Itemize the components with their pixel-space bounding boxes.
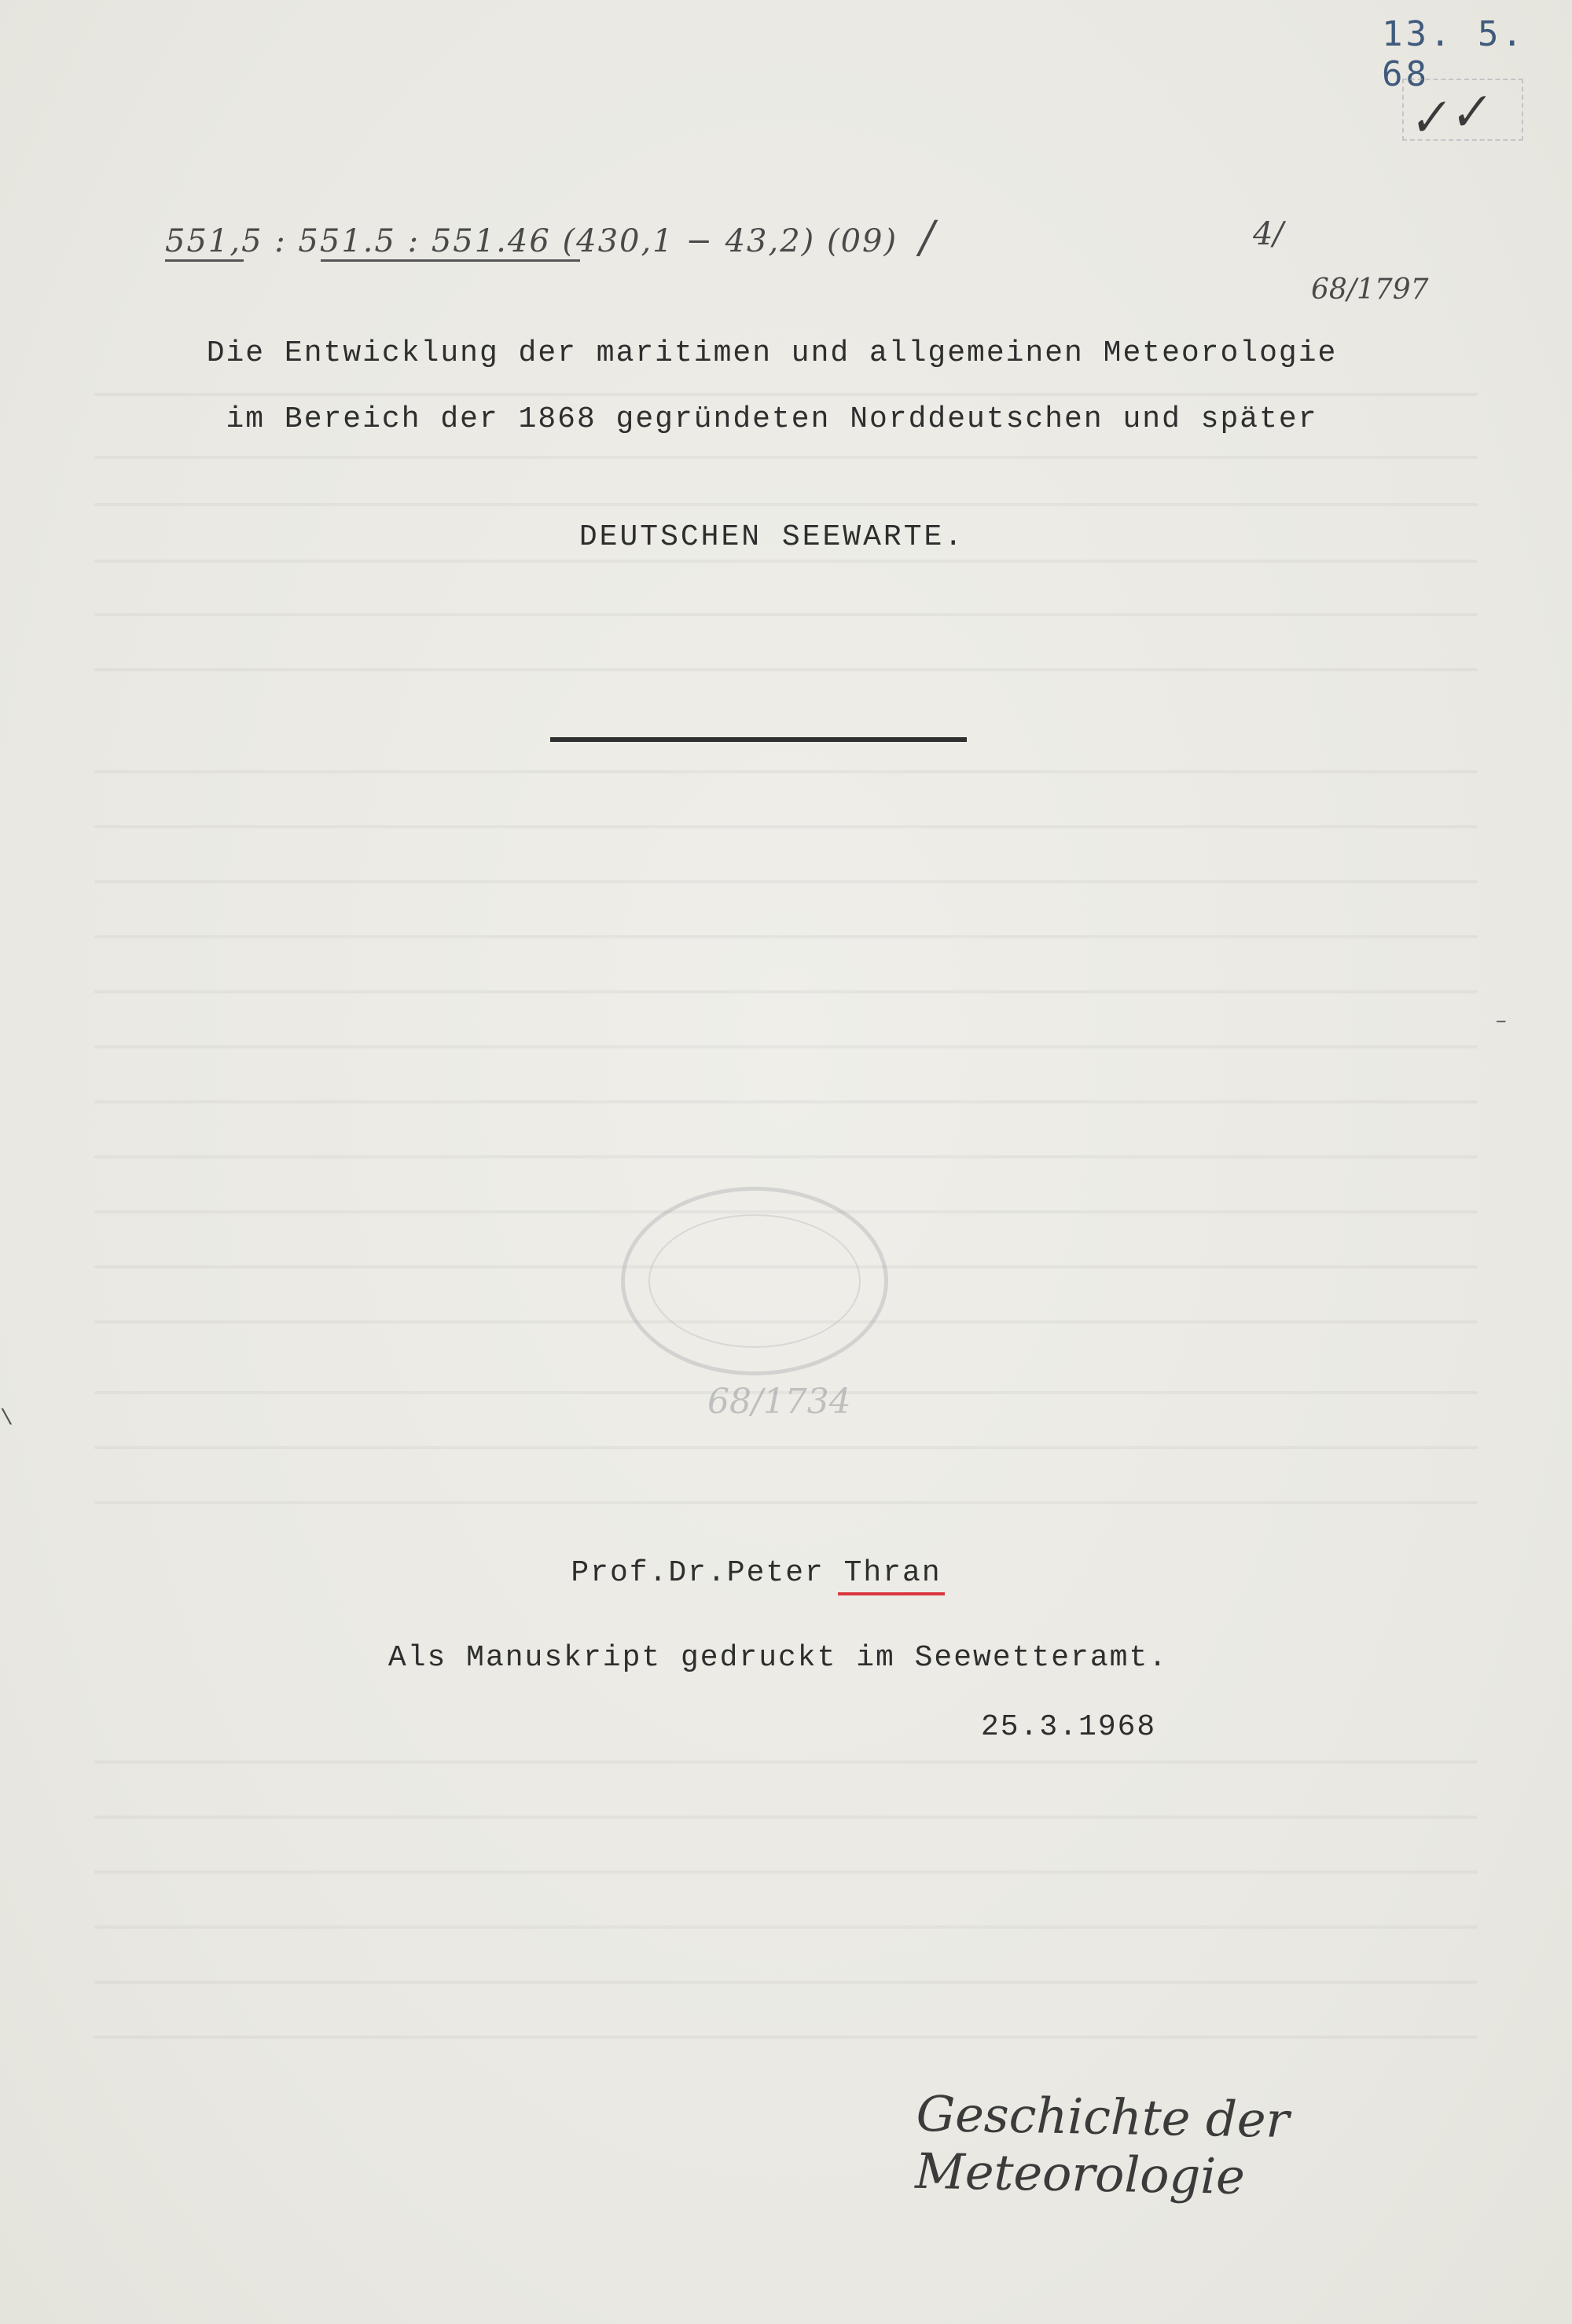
title-line-1: Die Entwicklung der maritimen und allgemeinen Meteorologie [206, 336, 1338, 370]
bleed-line [94, 1155, 1478, 1158]
accession-number: 68/1797 [1311, 274, 1429, 306]
author-name: Prof.Dr.Peter Thran [571, 1556, 942, 1590]
bleed-line [94, 1446, 1478, 1449]
margin-tick-left: \ [0, 1407, 13, 1431]
bleed-line [94, 1816, 1478, 1819]
bleed-line [94, 1100, 1478, 1103]
bleed-line [94, 503, 1478, 506]
title-line-2: im Bereich der 1868 gegründeten Norddeutschen und später [226, 402, 1318, 436]
margin-tick-right: – [1495, 1009, 1508, 1033]
library-stamp-ring [648, 1214, 861, 1348]
page-number: 4/ [1253, 216, 1284, 252]
bleed-line [94, 935, 1478, 938]
bleed-line [94, 990, 1478, 993]
udc-underline [165, 259, 244, 262]
library-stamp [621, 1187, 888, 1375]
bleed-line [94, 1045, 1478, 1048]
bleed-line [94, 393, 1478, 396]
bleed-line [94, 770, 1478, 773]
bleed-line [94, 1501, 1478, 1504]
bleed-line [94, 1926, 1478, 1929]
udc-underline [321, 259, 580, 262]
check-mark-icon: ✓✓ [1403, 81, 1493, 149]
bleed-line [94, 1760, 1478, 1764]
bleed-line [94, 1981, 1478, 1984]
subject-note: Geschichte der Meteorologie [914, 2084, 1290, 2206]
bleed-line [94, 825, 1478, 828]
bleed-line [94, 560, 1478, 563]
udc-slash-mark: / [920, 212, 935, 263]
bleed-line [94, 668, 1478, 671]
title-line-3: DEUTSCHEN SEEWARTE. [578, 520, 965, 554]
publication-date: 25.3.1968 [981, 1710, 1157, 1744]
bleed-line [94, 613, 1478, 616]
author-red-underline [838, 1592, 945, 1595]
library-stamp-number: 68/1734 [707, 1382, 851, 1422]
bleed-line [94, 456, 1478, 459]
printed-note: Als Manuskript gedruckt im Seewetteramt. [387, 1641, 1169, 1675]
received-date-stamp: 13. 5. 68 [1382, 14, 1526, 94]
bleed-line [94, 1871, 1478, 1874]
udc-classification: 551,5 : 551.5 : 551.46 (430,1 − 43,2) (09) [165, 223, 898, 259]
bleed-line [94, 2036, 1478, 2039]
title-rule [550, 737, 967, 742]
bleed-line [94, 880, 1478, 883]
